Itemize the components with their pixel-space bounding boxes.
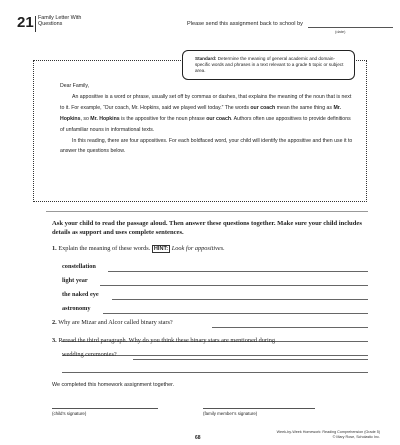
- answer-line-q2-1[interactable]: [212, 327, 368, 328]
- letter-bold-text: our coach: [250, 104, 276, 111]
- term-constellation: constellation: [62, 263, 96, 270]
- letter-text: An appositive is a word or phrase, usually set off by commas or dashes, that explains the meaning of the noun that is next to it. For example, “Our coach, Mr. Hopkins, said we played well today.” The words: [60, 93, 352, 111]
- due-date-prompt: Please send this assignment back to school by: [187, 21, 303, 27]
- question-number: 2.: [52, 319, 57, 326]
- family-signature-line[interactable]: [203, 408, 315, 409]
- header-divider: [35, 16, 36, 32]
- completion-statement: We completed this homework assignment together.: [52, 382, 175, 388]
- question-text: Why are Mizar and Alcor called binary stars?: [58, 319, 173, 326]
- question-3-text-line-2: wedding ceremonies?: [62, 351, 117, 358]
- publisher-credit: [270, 430, 380, 440]
- section-divider: [46, 211, 368, 212]
- letter-text: mean the same thing as: [275, 104, 334, 111]
- child-signature-line[interactable]: [52, 408, 158, 409]
- question-number: 3.: [52, 337, 57, 344]
- credit-line-1: Week-by-Week Homework: Reading Comprehension (Grade 5): [276, 430, 380, 434]
- page-number: 68: [195, 435, 201, 441]
- letter-bold-text: Mr. Hopkins: [90, 115, 120, 122]
- answer-line-naked-eye[interactable]: [112, 299, 368, 300]
- child-signature-label: (child’s signature): [52, 411, 87, 416]
- due-date-line[interactable]: [308, 27, 393, 28]
- term-astronomy: astronomy: [62, 305, 91, 312]
- answer-line-astronomy[interactable]: [103, 313, 368, 314]
- standard-box: [182, 50, 355, 80]
- answer-line-q3-1[interactable]: [133, 359, 368, 360]
- credit-line-2: © Mary Rose, Scholastic Inc.: [332, 435, 380, 439]
- family-letter: [60, 81, 354, 157]
- letter-paragraph-2: In this reading, there are four appositives. For each boldfaced word, your child will identify the appositive and then use it to answer the questions below.: [60, 137, 353, 155]
- letter-text: is the appositive for the noun phrase: [119, 115, 207, 122]
- letter-bold-text: Mr. Hopkins: [60, 104, 341, 122]
- term-naked-eye: the naked eye: [62, 291, 99, 298]
- question-1: [52, 245, 225, 253]
- letter-text: . Authors often use appositives to provide definitions of unfamiliar nouns in informational texts.: [60, 115, 351, 133]
- question-3-text: [52, 337, 275, 345]
- standard-label: Standard:: [195, 56, 217, 61]
- lesson-number: 21: [17, 14, 34, 31]
- instructions: Ask your child to read the passage aloud. Then answer these questions together. Make sure your child includes details as support and uses complete sentences.: [52, 220, 362, 236]
- question-number: 1.: [52, 245, 57, 252]
- hint-label: HINT:: [153, 246, 169, 252]
- answer-line-constellation[interactable]: [108, 271, 368, 272]
- answer-line-light-year[interactable]: [100, 285, 368, 286]
- question-2: [52, 319, 173, 327]
- question-text: Reread the third paragraph. Why do you think these binary stars are mentioned during: [58, 337, 276, 344]
- hint-text: Look for appositives.: [171, 245, 225, 252]
- lesson-title: Family Letter With Questions: [38, 15, 82, 28]
- letter-paragraph-1: [60, 92, 354, 136]
- standard-text: Determine the meaning of general academic and domain-specific words and phrases in a text relevant to a grade 5 topic or subject area.: [195, 56, 344, 73]
- due-date-sublabel: (date): [335, 29, 346, 34]
- letter-greeting: Dear Family,: [60, 83, 90, 89]
- letter-text: , so: [80, 115, 91, 122]
- letter-bold-text: our coach: [206, 115, 231, 122]
- answer-line-q3-2[interactable]: [62, 372, 368, 373]
- term-light-year: light year: [62, 277, 88, 284]
- family-signature-label: (family member’s signature): [203, 411, 258, 416]
- question-text: Explain the meaning of these words.: [58, 245, 151, 252]
